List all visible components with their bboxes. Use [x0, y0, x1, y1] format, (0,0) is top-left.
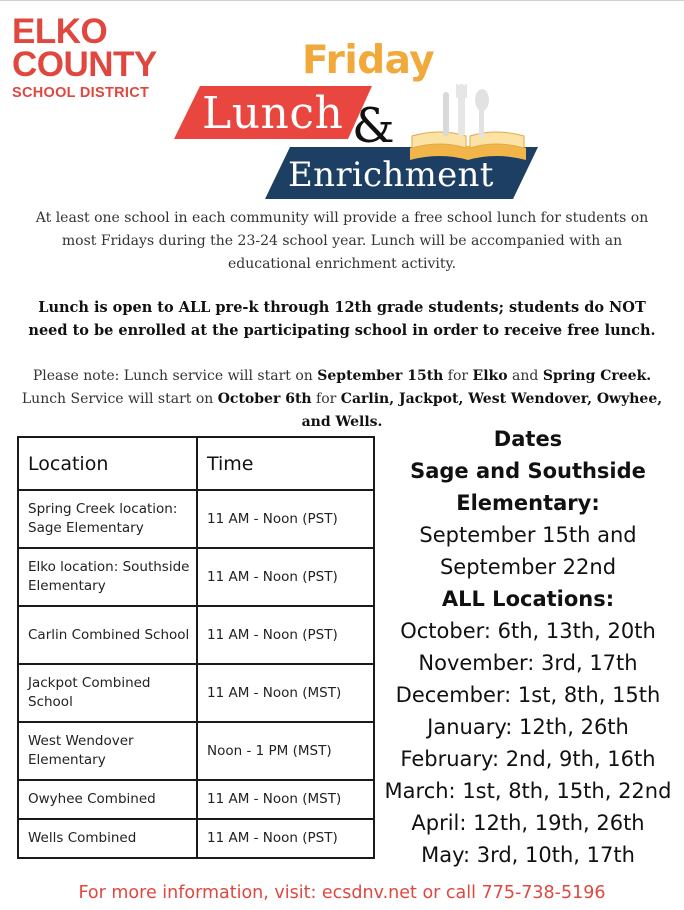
banner-ampersand: & — [352, 98, 395, 154]
banner-friday: Friday — [302, 38, 435, 83]
month-dates: January: 12th, 26th — [427, 715, 629, 739]
location-cell: Jackpot Combined School — [18, 664, 197, 722]
month-dates: May: 3rd, 10th, 17th — [421, 843, 635, 867]
note-bold: October 6th — [217, 391, 312, 407]
time-cell: 11 AM - Noon (PST) — [197, 548, 374, 606]
logo-line-school-district: SCHOOL DISTRICT — [12, 85, 150, 101]
month-dates: October: 6th, 13th, 20th — [400, 619, 656, 643]
note-bold: September 15th — [317, 368, 444, 384]
logo-line-county: COUNTY — [12, 45, 157, 84]
location-cell: Elko location: Southside Elementary — [18, 548, 197, 606]
utensils-and-book-icon — [410, 84, 526, 160]
month-dates: April: 12th, 19th, 26th — [411, 811, 645, 835]
note-text: for — [311, 391, 341, 407]
note-bold: Carlin, Jackpot, West Wendover, Owyhee, and Wells. — [301, 391, 663, 430]
month-dates: November: 3rd, 17th — [418, 651, 638, 675]
time-cell: 11 AM - Noon (MST) — [197, 664, 374, 722]
location-cell: Wells Combined — [18, 819, 197, 858]
dates-title: Dates — [493, 427, 563, 451]
table-row — [18, 664, 374, 722]
column-header-location: Location — [18, 437, 197, 490]
month-dates: December: 1st, 8th, 15th — [395, 683, 661, 707]
time-cell: 11 AM - Noon (PST) — [197, 819, 374, 858]
sage-heading: Sage and Southside — [410, 459, 646, 483]
table-row — [18, 780, 374, 819]
eligibility-paragraph: Lunch is open to ALL pre-k through 12th grade students; students do NOT need to be enrolled at the participating school in order to receive free lunch. — [28, 299, 656, 339]
banner-lunch: Lunch — [202, 88, 344, 139]
location-cell: West Wendover Elementary — [18, 722, 197, 780]
sage-heading: Elementary: — [456, 491, 600, 515]
location-schedule-table — [17, 436, 375, 859]
table-header-row — [18, 437, 374, 490]
sage-dates: September 15th and — [419, 523, 637, 547]
dates-column — [378, 423, 678, 871]
month-dates: March: 1st, 8th, 15th, 22nd — [384, 779, 672, 803]
logo-line-elko: ELKO — [12, 12, 108, 51]
note-bold: Spring Creek. — [542, 368, 652, 384]
note-bold: Elko — [472, 368, 508, 384]
all-locations-heading: ALL Locations: — [441, 587, 615, 611]
table-row — [18, 722, 374, 780]
table-row — [18, 548, 374, 606]
location-cell: Spring Creek location: Sage Elementary — [18, 490, 197, 548]
time-cell: 11 AM - Noon (PST) — [197, 606, 374, 664]
month-dates: February: 2nd, 9th, 16th — [400, 747, 656, 771]
note-text: Lunch Service will start on — [21, 391, 218, 407]
table-row — [18, 490, 374, 548]
column-header-time: Time — [197, 437, 374, 490]
intro-paragraph: At least one school in each community will provide a free school lunch for students on most Fridays during the 23-24 school year. Lunch will be accompanied with an educational enrichment activity. — [35, 210, 649, 272]
table-row — [18, 606, 374, 664]
note-text: Please note: Lunch service will start on — [32, 368, 318, 384]
time-cell: Noon - 1 PM (MST) — [197, 722, 374, 780]
banner-enrichment: Enrichment — [288, 155, 494, 195]
sage-dates: September 22nd — [439, 555, 617, 579]
table-row — [18, 819, 374, 858]
time-cell: 11 AM - Noon (PST) — [197, 490, 374, 548]
contact-footer: For more information, visit: ecsdnv.net or call 775-738-5196 — [78, 883, 606, 903]
location-cell: Carlin Combined School — [18, 606, 197, 664]
note-text: for — [443, 368, 473, 384]
location-cell: Owyhee Combined — [18, 780, 197, 819]
note-text: and — [507, 368, 543, 384]
time-cell: 11 AM - Noon (MST) — [197, 780, 374, 819]
